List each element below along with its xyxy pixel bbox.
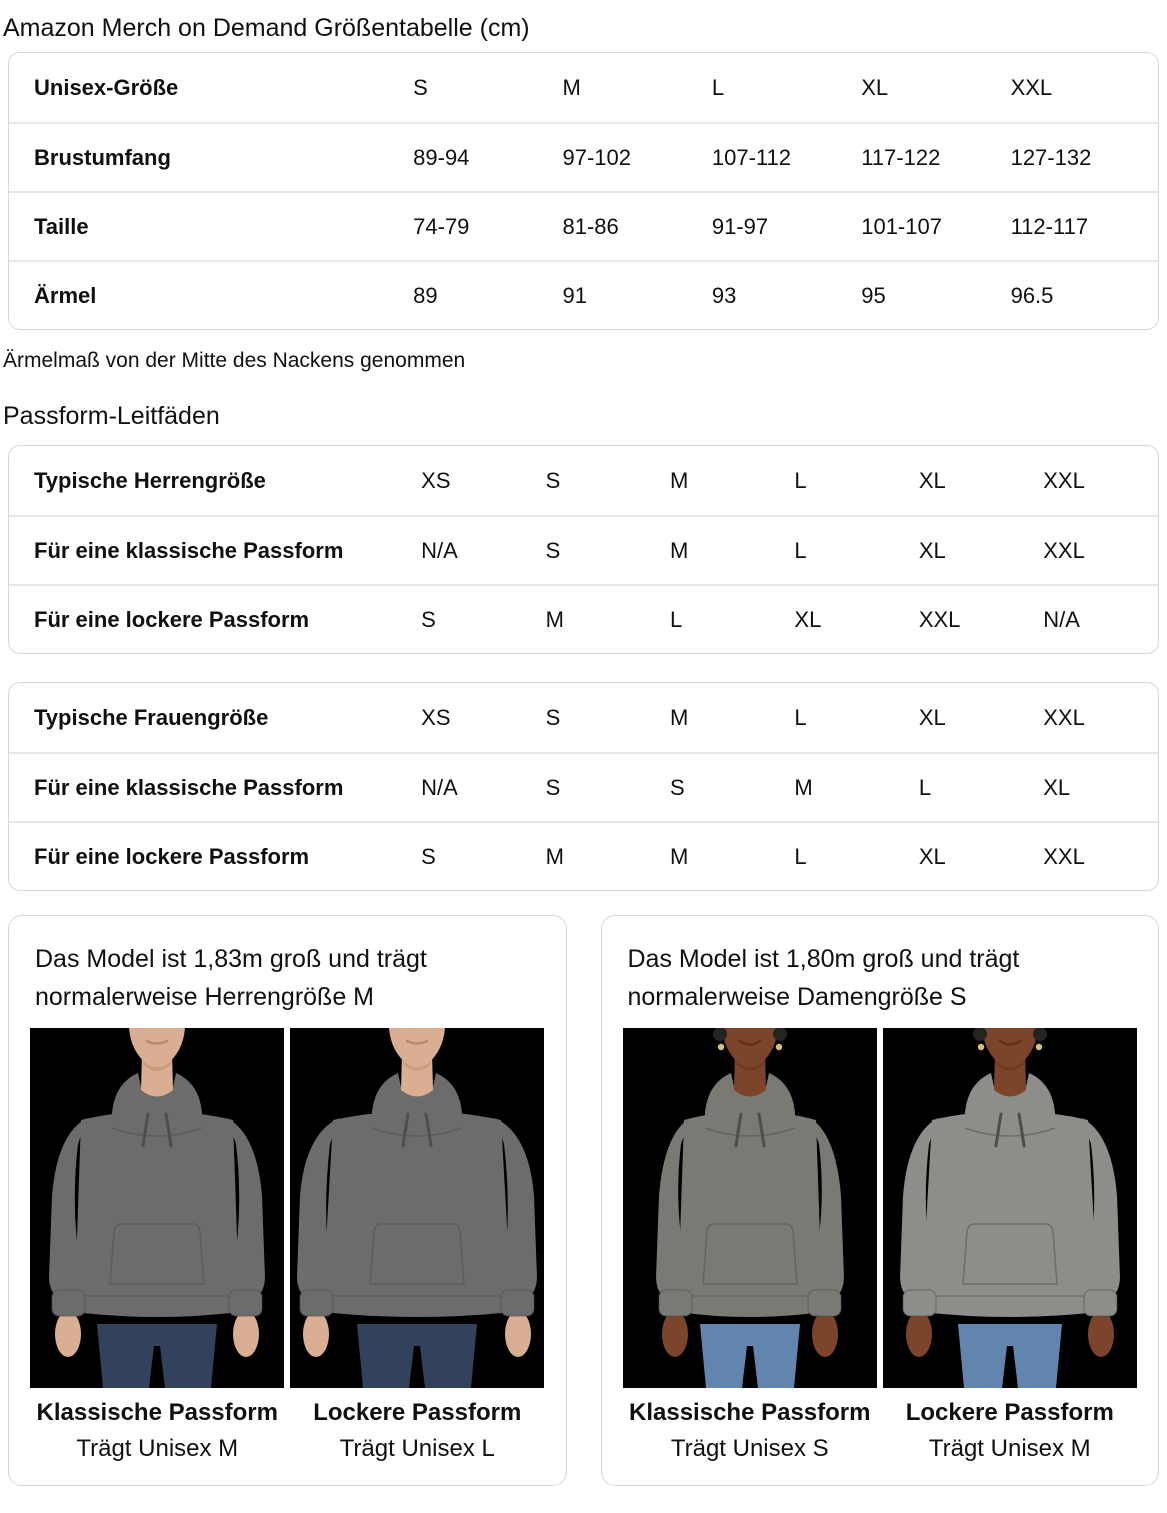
fit-cell: XXL [1043,537,1085,563]
row-label: Für eine klassische Passform [34,537,344,563]
fit-cell: XXL [1043,704,1085,730]
measure-cell: 81-86 [562,213,619,239]
fit-label: Klassische Passform [629,1399,871,1426]
fit-guides-heading: Passform-Leitfäden [3,402,220,430]
size-header-cell: S [413,74,428,100]
fit-label: Klassische Passform [36,1399,278,1426]
fit-cell: XL [918,467,946,493]
fit-cell: N/A [1043,606,1080,632]
size-header-cell: XXL [1010,74,1053,100]
fit-cell: XL [1043,774,1071,800]
measure-cell: 91 [562,282,587,308]
row-label: Ärmel [34,282,97,308]
hoodie-model-illustration [290,1028,544,1388]
hoodie-model-illustration [623,1028,877,1388]
fit-cell: XL [918,843,946,869]
table-row [9,515,1158,584]
womens-fit-table [8,682,1159,891]
model-photo [290,1028,544,1388]
size-label: Trägt Unisex L [339,1435,495,1462]
measure-cell: 74-79 [413,213,470,239]
figure-male-loose [290,1028,544,1463]
fit-cell: N/A [421,774,458,800]
measure-cell: 107-112 [711,144,791,170]
model-description: Das Model ist 1,83m groß und trägt normalerweise Herrengröße M [35,945,427,1011]
row-label: Typische Frauengröße [34,704,269,730]
fit-cell: L [918,774,932,800]
row-label: Für eine klassische Passform [34,774,344,800]
fit-cell: S [669,774,685,800]
fit-cell: XL [918,704,946,730]
fit-cell: XL [918,537,946,563]
table-row [9,260,1158,329]
measure-cell: 96.5 [1010,282,1054,308]
fit-cell: S [421,843,436,869]
measure-cell: 95 [861,282,886,308]
fit-cell: XS [421,467,451,493]
measure-cell: 127-132 [1010,144,1092,170]
fit-cell: S [545,537,561,563]
fit-cell: M [669,843,689,869]
row-label: Brustumfang [34,144,171,170]
figure-female-loose [883,1028,1137,1463]
model-photo [30,1028,284,1388]
row-label: Unisex-Größe [34,74,179,100]
fit-cell: N/A [421,537,458,563]
fit-cell: M [545,606,564,632]
model-cards [8,915,1159,1486]
table-row [9,122,1158,191]
measure-cell: 117-122 [861,144,941,170]
measure-cell: 97-102 [562,144,632,170]
size-label: Trägt Unisex M [76,1435,239,1462]
fit-cell: L [794,537,807,563]
measure-cell: 89 [413,282,438,308]
size-header-cell: XL [861,74,889,100]
table-row [9,752,1158,821]
fit-cell: XS [421,704,451,730]
fit-cell: XXL [918,606,961,632]
fit-cell: M [669,704,689,730]
fit-cell: XL [794,606,822,632]
fit-cell: XXL [1043,843,1085,869]
fit-cell: M [545,843,564,869]
fit-label: Lockere Passform [313,1399,522,1426]
female-model-card [601,915,1160,1486]
fit-cell: S [421,606,436,632]
fit-cell: S [545,774,561,800]
fit-cell: S [545,704,561,730]
size-header-cell: M [562,74,581,100]
measure-cell: 93 [711,282,737,308]
hoodie-model-illustration [30,1028,284,1388]
measure-cell: 101-107 [861,213,942,239]
sleeve-note: Ärmelmaß von der Mitte des Nackens genommen [3,349,466,372]
table-row [9,821,1158,890]
size-label: Trägt Unisex M [928,1435,1091,1462]
table-row [9,446,1158,515]
unisex-size-table [8,52,1159,330]
fit-cell: L [794,704,807,730]
row-label: Für eine lockere Passform [34,843,310,869]
fit-cell: M [669,467,689,493]
table-row [9,191,1158,260]
fit-cell: L [794,843,807,869]
model-description: Das Model ist 1,80m groß und trägt normalerweise Damengröße S [627,945,1020,1011]
fit-label: Lockere Passform [905,1399,1114,1426]
measure-cell: 91-97 [711,213,769,239]
fit-cell: M [669,537,689,563]
size-chart-page [0,13,1167,1486]
male-model-card [8,915,567,1486]
row-label: Taille [34,213,89,239]
model-photo [883,1028,1137,1388]
table-row [9,584,1158,653]
fit-cell: XXL [1043,467,1085,493]
size-header-cell: L [711,74,725,100]
fit-cell: L [669,606,683,632]
fit-cell: M [794,774,813,800]
figure-male-classic [30,1028,284,1463]
row-label: Für eine lockere Passform [34,606,310,632]
measure-cell: 112-117 [1010,213,1089,239]
fit-cell: S [545,467,561,493]
hoodie-model-illustration [883,1028,1137,1388]
table-row [9,53,1158,122]
fit-cell: L [794,467,807,493]
figure-female-classic [623,1028,877,1463]
mens-fit-table [8,445,1159,654]
table-row [9,683,1158,752]
page-title: Amazon Merch on Demand Größentabelle (cm) [3,14,530,42]
size-label: Trägt Unisex S [670,1435,829,1462]
measure-cell: 89-94 [413,144,470,170]
row-label: Typische Herrengröße [34,467,266,493]
model-photo [623,1028,877,1388]
